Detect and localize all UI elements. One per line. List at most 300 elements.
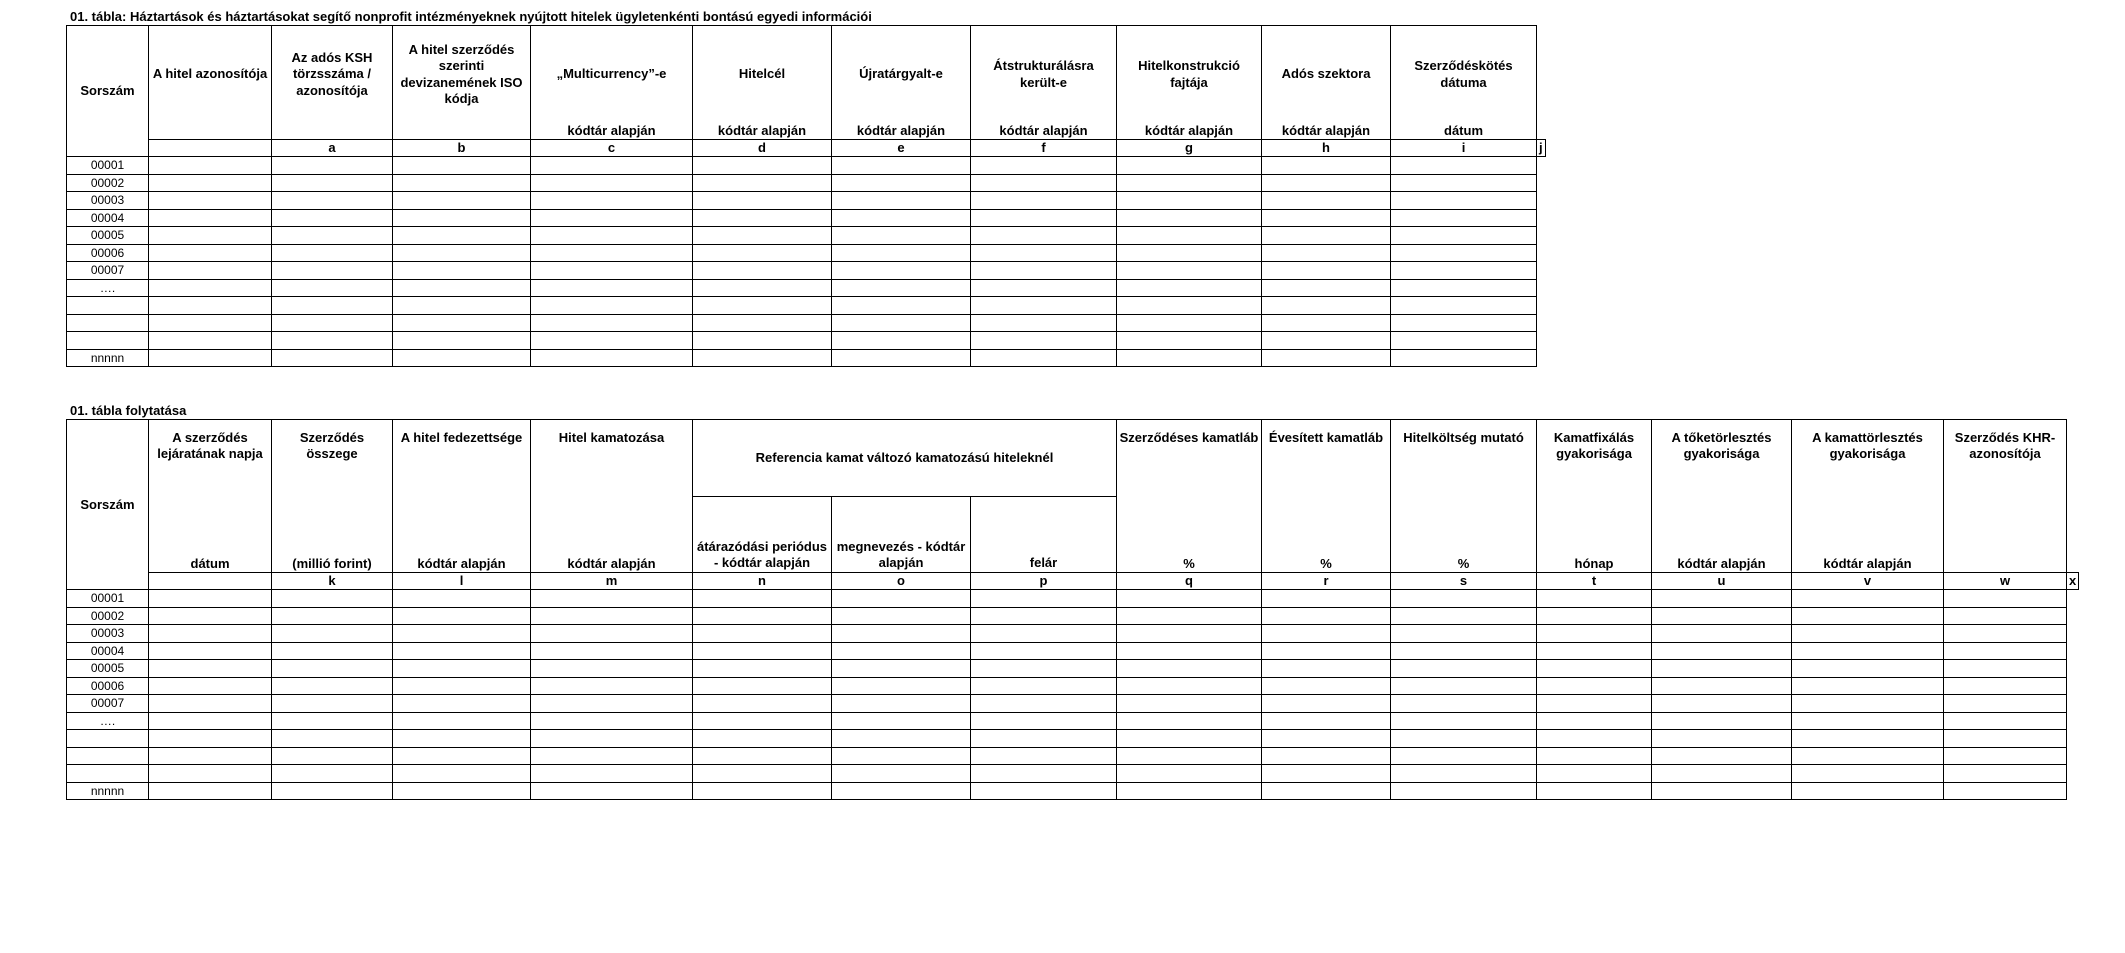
data-cell-k[interactable] <box>149 765 272 783</box>
data-cell-k[interactable] <box>149 695 272 713</box>
data-cell-l[interactable] <box>272 747 393 765</box>
data-cell-x[interactable] <box>1944 590 2067 608</box>
data-cell-i[interactable] <box>1262 157 1391 175</box>
data-cell-o[interactable] <box>693 782 832 800</box>
data-cell-b[interactable] <box>272 314 393 332</box>
data-cell-o[interactable] <box>693 660 832 678</box>
data-cell-s[interactable] <box>1262 765 1391 783</box>
data-cell-s[interactable] <box>1262 747 1391 765</box>
data-cell-x[interactable] <box>1944 677 2067 695</box>
data-cell-a[interactable] <box>149 209 272 227</box>
data-cell-b[interactable] <box>272 209 393 227</box>
data-cell-e[interactable] <box>693 279 832 297</box>
data-cell-d[interactable] <box>531 192 693 210</box>
data-cell-x[interactable] <box>1944 660 2067 678</box>
data-cell-d[interactable] <box>531 279 693 297</box>
data-cell-g[interactable] <box>971 314 1117 332</box>
data-cell-d[interactable] <box>531 349 693 367</box>
data-cell-l[interactable] <box>272 730 393 748</box>
data-cell-f[interactable] <box>832 209 971 227</box>
data-cell-b[interactable] <box>272 349 393 367</box>
data-cell-v[interactable] <box>1652 642 1792 660</box>
data-cell-x[interactable] <box>1944 695 2067 713</box>
data-cell-a[interactable] <box>149 192 272 210</box>
data-cell-a[interactable] <box>149 279 272 297</box>
data-cell-w[interactable] <box>1792 747 1944 765</box>
data-cell-x[interactable] <box>1944 712 2067 730</box>
data-cell-k[interactable] <box>149 747 272 765</box>
data-cell-i[interactable] <box>1262 244 1391 262</box>
column-label-a: A hitel azonosítója <box>152 66 268 82</box>
data-cell-f[interactable] <box>832 157 971 175</box>
data-cell-g[interactable] <box>971 192 1117 210</box>
data-cell-c[interactable] <box>393 174 531 192</box>
data-cell-w[interactable] <box>1792 677 1944 695</box>
data-cell-r[interactable] <box>1117 677 1262 695</box>
data-cell-s[interactable] <box>1262 607 1391 625</box>
data-cell-k[interactable] <box>149 782 272 800</box>
data-cell-o[interactable] <box>693 747 832 765</box>
data-cell-u[interactable] <box>1537 660 1652 678</box>
data-cell-x[interactable] <box>1944 625 2067 643</box>
data-cell-f[interactable] <box>832 262 971 280</box>
data-cell-s[interactable] <box>1262 782 1391 800</box>
data-cell-h[interactable] <box>1117 192 1262 210</box>
data-cell-e[interactable] <box>693 192 832 210</box>
data-cell-u[interactable] <box>1537 590 1652 608</box>
data-cell-r[interactable] <box>1117 712 1262 730</box>
data-cell-r[interactable] <box>1117 782 1262 800</box>
data-cell-u[interactable] <box>1537 677 1652 695</box>
data-cell-b[interactable] <box>272 262 393 280</box>
data-cell-n[interactable] <box>531 712 693 730</box>
data-cell-j[interactable] <box>1391 209 1537 227</box>
data-cell-o[interactable] <box>693 642 832 660</box>
data-cell-k[interactable] <box>149 730 272 748</box>
data-cell-w[interactable] <box>1792 712 1944 730</box>
data-cell-w[interactable] <box>1792 625 1944 643</box>
data-cell-c[interactable] <box>393 192 531 210</box>
data-cell-j[interactable] <box>1391 314 1537 332</box>
data-cell-h[interactable] <box>1117 244 1262 262</box>
data-cell-a[interactable] <box>149 297 272 315</box>
data-cell-n[interactable] <box>531 590 693 608</box>
data-cell-c[interactable] <box>393 227 531 245</box>
data-cell-l[interactable] <box>272 712 393 730</box>
data-cell-a[interactable] <box>149 262 272 280</box>
data-cell-j[interactable] <box>1391 279 1537 297</box>
data-cell-j[interactable] <box>1391 157 1537 175</box>
data-cell-k[interactable] <box>149 712 272 730</box>
data-cell-e[interactable] <box>693 262 832 280</box>
data-cell-v[interactable] <box>1652 625 1792 643</box>
data-cell-e[interactable] <box>693 157 832 175</box>
data-cell-w[interactable] <box>1792 590 1944 608</box>
data-cell-r[interactable] <box>1117 660 1262 678</box>
data-cell-h[interactable] <box>1117 209 1262 227</box>
data-cell-m[interactable] <box>393 660 531 678</box>
data-cell-u[interactable] <box>1537 730 1652 748</box>
data-cell-u[interactable] <box>1537 765 1652 783</box>
column-unit-g: kódtár alapján <box>999 123 1088 138</box>
data-cell-p[interactable] <box>832 625 971 643</box>
data-cell-x[interactable] <box>1944 747 2067 765</box>
data-cell-p[interactable] <box>832 747 971 765</box>
data-cell-o[interactable] <box>693 712 832 730</box>
data-cell-j[interactable] <box>1391 297 1537 315</box>
data-cell-r[interactable] <box>1117 607 1262 625</box>
data-cell-n[interactable] <box>531 765 693 783</box>
data-cell-n[interactable] <box>531 782 693 800</box>
data-cell-b[interactable] <box>272 332 393 350</box>
data-cell-k[interactable] <box>149 590 272 608</box>
data-cell-o[interactable] <box>693 695 832 713</box>
data-cell-w[interactable] <box>1792 782 1944 800</box>
data-cell-r[interactable] <box>1117 747 1262 765</box>
data-cell-v[interactable] <box>1652 782 1792 800</box>
data-cell-m[interactable] <box>393 782 531 800</box>
data-cell-h[interactable] <box>1117 262 1262 280</box>
data-cell-g[interactable] <box>971 209 1117 227</box>
data-cell-v[interactable] <box>1652 730 1792 748</box>
data-cell-g[interactable] <box>971 244 1117 262</box>
data-cell-j[interactable] <box>1391 332 1537 350</box>
data-cell-i[interactable] <box>1262 262 1391 280</box>
data-cell-q[interactable] <box>971 607 1117 625</box>
data-cell-t[interactable] <box>1391 782 1537 800</box>
data-cell-e[interactable] <box>693 209 832 227</box>
data-cell-q[interactable] <box>971 642 1117 660</box>
data-cell-b[interactable] <box>272 279 393 297</box>
data-cell-u[interactable] <box>1537 642 1652 660</box>
data-cell-e[interactable] <box>693 174 832 192</box>
data-cell-i[interactable] <box>1262 332 1391 350</box>
data-cell-m[interactable] <box>393 625 531 643</box>
data-cell-c[interactable] <box>393 209 531 227</box>
data-cell-i[interactable] <box>1262 174 1391 192</box>
data-cell-k[interactable] <box>149 677 272 695</box>
data-cell-k[interactable] <box>149 642 272 660</box>
data-cell-v[interactable] <box>1652 747 1792 765</box>
data-cell-h[interactable] <box>1117 157 1262 175</box>
data-cell-r[interactable] <box>1117 642 1262 660</box>
data-cell-v[interactable] <box>1652 607 1792 625</box>
data-cell-a[interactable] <box>149 174 272 192</box>
data-cell-f[interactable] <box>832 314 971 332</box>
data-cell-w[interactable] <box>1792 607 1944 625</box>
data-cell-x[interactable] <box>1944 730 2067 748</box>
data-cell-w[interactable] <box>1792 660 1944 678</box>
data-cell-r[interactable] <box>1117 765 1262 783</box>
data-cell-p[interactable] <box>832 695 971 713</box>
data-cell-j[interactable] <box>1391 244 1537 262</box>
data-cell-w[interactable] <box>1792 765 1944 783</box>
data-cell-g[interactable] <box>971 157 1117 175</box>
data-cell-f[interactable] <box>832 332 971 350</box>
data-cell-d[interactable] <box>531 262 693 280</box>
data-cell-m[interactable] <box>393 607 531 625</box>
data-cell-c[interactable] <box>393 349 531 367</box>
data-cell-x[interactable] <box>1944 607 2067 625</box>
data-cell-f[interactable] <box>832 227 971 245</box>
data-cell-u[interactable] <box>1537 747 1652 765</box>
data-cell-f[interactable] <box>832 174 971 192</box>
data-cell-p[interactable] <box>832 590 971 608</box>
row-number <box>67 765 149 783</box>
data-cell-b[interactable] <box>272 192 393 210</box>
data-cell-p[interactable] <box>832 660 971 678</box>
data-cell-b[interactable] <box>272 227 393 245</box>
data-cell-n[interactable] <box>531 747 693 765</box>
data-cell-c[interactable] <box>393 332 531 350</box>
data-cell-r[interactable] <box>1117 730 1262 748</box>
data-cell-o[interactable] <box>693 607 832 625</box>
data-cell-h[interactable] <box>1117 349 1262 367</box>
data-cell-t[interactable] <box>1391 712 1537 730</box>
data-cell-t[interactable] <box>1391 677 1537 695</box>
data-cell-h[interactable] <box>1117 314 1262 332</box>
data-cell-g[interactable] <box>971 297 1117 315</box>
data-cell-l[interactable] <box>272 660 393 678</box>
data-cell-n[interactable] <box>531 695 693 713</box>
data-cell-g[interactable] <box>971 227 1117 245</box>
data-cell-i[interactable] <box>1262 279 1391 297</box>
data-cell-a[interactable] <box>149 314 272 332</box>
data-cell-u[interactable] <box>1537 782 1652 800</box>
data-cell-u[interactable] <box>1537 607 1652 625</box>
data-cell-q[interactable] <box>971 782 1117 800</box>
column-letter-row <box>67 140 1546 157</box>
data-cell-x[interactable] <box>1944 642 2067 660</box>
data-cell-d[interactable] <box>531 157 693 175</box>
data-cell-t[interactable] <box>1391 695 1537 713</box>
data-cell-s[interactable] <box>1262 712 1391 730</box>
data-cell-a[interactable] <box>149 227 272 245</box>
data-cell-t[interactable] <box>1391 642 1537 660</box>
data-cell-q[interactable] <box>971 660 1117 678</box>
data-cell-q[interactable] <box>971 695 1117 713</box>
data-cell-x[interactable] <box>1944 765 2067 783</box>
data-cell-c[interactable] <box>393 244 531 262</box>
data-cell-m[interactable] <box>393 712 531 730</box>
column-letter-n: n <box>693 573 832 590</box>
data-cell-v[interactable] <box>1652 765 1792 783</box>
data-cell-a[interactable] <box>149 157 272 175</box>
data-cell-n[interactable] <box>531 642 693 660</box>
data-cell-i[interactable] <box>1262 209 1391 227</box>
row-header-sorszam: Sorszám <box>67 26 149 157</box>
data-cell-i[interactable] <box>1262 297 1391 315</box>
data-cell-b[interactable] <box>272 244 393 262</box>
data-cell-l[interactable] <box>272 765 393 783</box>
data-cell-a[interactable] <box>149 349 272 367</box>
data-cell-f[interactable] <box>832 192 971 210</box>
data-cell-j[interactable] <box>1391 192 1537 210</box>
data-cell-m[interactable] <box>393 747 531 765</box>
data-cell-d[interactable] <box>531 174 693 192</box>
data-cell-r[interactable] <box>1117 590 1262 608</box>
data-cell-q[interactable] <box>971 747 1117 765</box>
data-cell-e[interactable] <box>693 332 832 350</box>
data-cell-l[interactable] <box>272 590 393 608</box>
data-cell-s[interactable] <box>1262 730 1391 748</box>
data-cell-a[interactable] <box>149 332 272 350</box>
data-cell-m[interactable] <box>393 765 531 783</box>
data-cell-q[interactable] <box>971 590 1117 608</box>
data-cell-t[interactable] <box>1391 625 1537 643</box>
data-cell-m[interactable] <box>393 730 531 748</box>
data-cell-g[interactable] <box>971 262 1117 280</box>
data-cell-c[interactable] <box>393 157 531 175</box>
data-cell-v[interactable] <box>1652 712 1792 730</box>
data-cell-p[interactable] <box>832 642 971 660</box>
data-cell-q[interactable] <box>971 677 1117 695</box>
data-cell-p[interactable] <box>832 765 971 783</box>
data-cell-q[interactable] <box>971 730 1117 748</box>
data-cell-p[interactable] <box>832 607 971 625</box>
data-cell-u[interactable] <box>1537 695 1652 713</box>
data-cell-u[interactable] <box>1537 712 1652 730</box>
data-cell-f[interactable] <box>832 244 971 262</box>
data-cell-w[interactable] <box>1792 642 1944 660</box>
data-cell-e[interactable] <box>693 297 832 315</box>
data-cell-m[interactable] <box>393 590 531 608</box>
data-cell-b[interactable] <box>272 297 393 315</box>
data-cell-e[interactable] <box>693 244 832 262</box>
data-cell-q[interactable] <box>971 765 1117 783</box>
data-cell-d[interactable] <box>531 227 693 245</box>
data-cell-h[interactable] <box>1117 279 1262 297</box>
data-cell-o[interactable] <box>693 765 832 783</box>
data-cell-h[interactable] <box>1117 227 1262 245</box>
data-cell-s[interactable] <box>1262 590 1391 608</box>
data-cell-g[interactable] <box>971 349 1117 367</box>
data-cell-e[interactable] <box>693 349 832 367</box>
data-cell-t[interactable] <box>1391 730 1537 748</box>
data-cell-n[interactable] <box>531 660 693 678</box>
data-cell-k[interactable] <box>149 625 272 643</box>
data-cell-m[interactable] <box>393 677 531 695</box>
data-cell-l[interactable] <box>272 695 393 713</box>
data-cell-s[interactable] <box>1262 660 1391 678</box>
data-cell-d[interactable] <box>531 244 693 262</box>
data-cell-i[interactable] <box>1262 192 1391 210</box>
data-cell-q[interactable] <box>971 625 1117 643</box>
data-cell-i[interactable] <box>1262 349 1391 367</box>
data-cell-l[interactable] <box>272 625 393 643</box>
data-cell-d[interactable] <box>531 332 693 350</box>
data-cell-d[interactable] <box>531 314 693 332</box>
data-cell-d[interactable] <box>531 209 693 227</box>
data-cell-j[interactable] <box>1391 262 1537 280</box>
data-cell-o[interactable] <box>693 677 832 695</box>
data-cell-k[interactable] <box>149 607 272 625</box>
column-letter-row <box>67 573 2079 590</box>
data-cell-c[interactable] <box>393 279 531 297</box>
data-cell-j[interactable] <box>1391 349 1537 367</box>
row-number: 00005 <box>67 660 149 678</box>
data-cell-f[interactable] <box>832 297 971 315</box>
data-cell-l[interactable] <box>272 782 393 800</box>
data-cell-h[interactable] <box>1117 297 1262 315</box>
data-cell-f[interactable] <box>832 279 971 297</box>
data-cell-u[interactable] <box>1537 625 1652 643</box>
data-cell-s[interactable] <box>1262 677 1391 695</box>
data-cell-p[interactable] <box>832 730 971 748</box>
data-cell-j[interactable] <box>1391 174 1537 192</box>
data-cell-t[interactable] <box>1391 747 1537 765</box>
data-cell-g[interactable] <box>971 174 1117 192</box>
data-cell-l[interactable] <box>272 607 393 625</box>
data-cell-p[interactable] <box>832 712 971 730</box>
data-cell-m[interactable] <box>393 695 531 713</box>
data-cell-c[interactable] <box>393 297 531 315</box>
data-cell-d[interactable] <box>531 297 693 315</box>
data-cell-b[interactable] <box>272 157 393 175</box>
data-cell-w[interactable] <box>1792 730 1944 748</box>
data-cell-o[interactable] <box>693 625 832 643</box>
data-cell-v[interactable] <box>1652 590 1792 608</box>
header-row <box>67 26 1546 140</box>
data-cell-s[interactable] <box>1262 695 1391 713</box>
data-cell-r[interactable] <box>1117 625 1262 643</box>
data-cell-t[interactable] <box>1391 607 1537 625</box>
data-cell-g[interactable] <box>971 332 1117 350</box>
data-cell-q[interactable] <box>971 712 1117 730</box>
data-cell-n[interactable] <box>531 625 693 643</box>
data-cell-g[interactable] <box>971 279 1117 297</box>
column-header-p <box>832 496 971 573</box>
data-cell-l[interactable] <box>272 642 393 660</box>
data-cell-j[interactable] <box>1391 227 1537 245</box>
data-cell-h[interactable] <box>1117 174 1262 192</box>
data-cell-o[interactable] <box>693 590 832 608</box>
data-cell-t[interactable] <box>1391 765 1537 783</box>
column-letter-o: o <box>832 573 971 590</box>
data-cell-s[interactable] <box>1262 625 1391 643</box>
data-cell-x[interactable] <box>1944 782 2067 800</box>
data-cell-k[interactable] <box>149 660 272 678</box>
header-row-top <box>67 420 2079 497</box>
data-cell-p[interactable] <box>832 782 971 800</box>
data-cell-t[interactable] <box>1391 660 1537 678</box>
data-cell-l[interactable] <box>272 677 393 695</box>
data-cell-v[interactable] <box>1652 695 1792 713</box>
data-cell-b[interactable] <box>272 174 393 192</box>
data-cell-s[interactable] <box>1262 642 1391 660</box>
data-cell-r[interactable] <box>1117 695 1262 713</box>
data-cell-m[interactable] <box>393 642 531 660</box>
data-cell-t[interactable] <box>1391 590 1537 608</box>
data-cell-v[interactable] <box>1652 677 1792 695</box>
data-cell-w[interactable] <box>1792 695 1944 713</box>
data-cell-n[interactable] <box>531 607 693 625</box>
data-cell-n[interactable] <box>531 677 693 695</box>
data-cell-i[interactable] <box>1262 314 1391 332</box>
data-cell-c[interactable] <box>393 262 531 280</box>
data-cell-p[interactable] <box>832 677 971 695</box>
data-cell-e[interactable] <box>693 314 832 332</box>
data-cell-v[interactable] <box>1652 660 1792 678</box>
data-cell-f[interactable] <box>832 349 971 367</box>
data-cell-c[interactable] <box>393 314 531 332</box>
data-cell-e[interactable] <box>693 227 832 245</box>
data-cell-i[interactable] <box>1262 227 1391 245</box>
data-cell-h[interactable] <box>1117 332 1262 350</box>
data-cell-o[interactable] <box>693 730 832 748</box>
data-cell-a[interactable] <box>149 244 272 262</box>
data-cell-n[interactable] <box>531 730 693 748</box>
